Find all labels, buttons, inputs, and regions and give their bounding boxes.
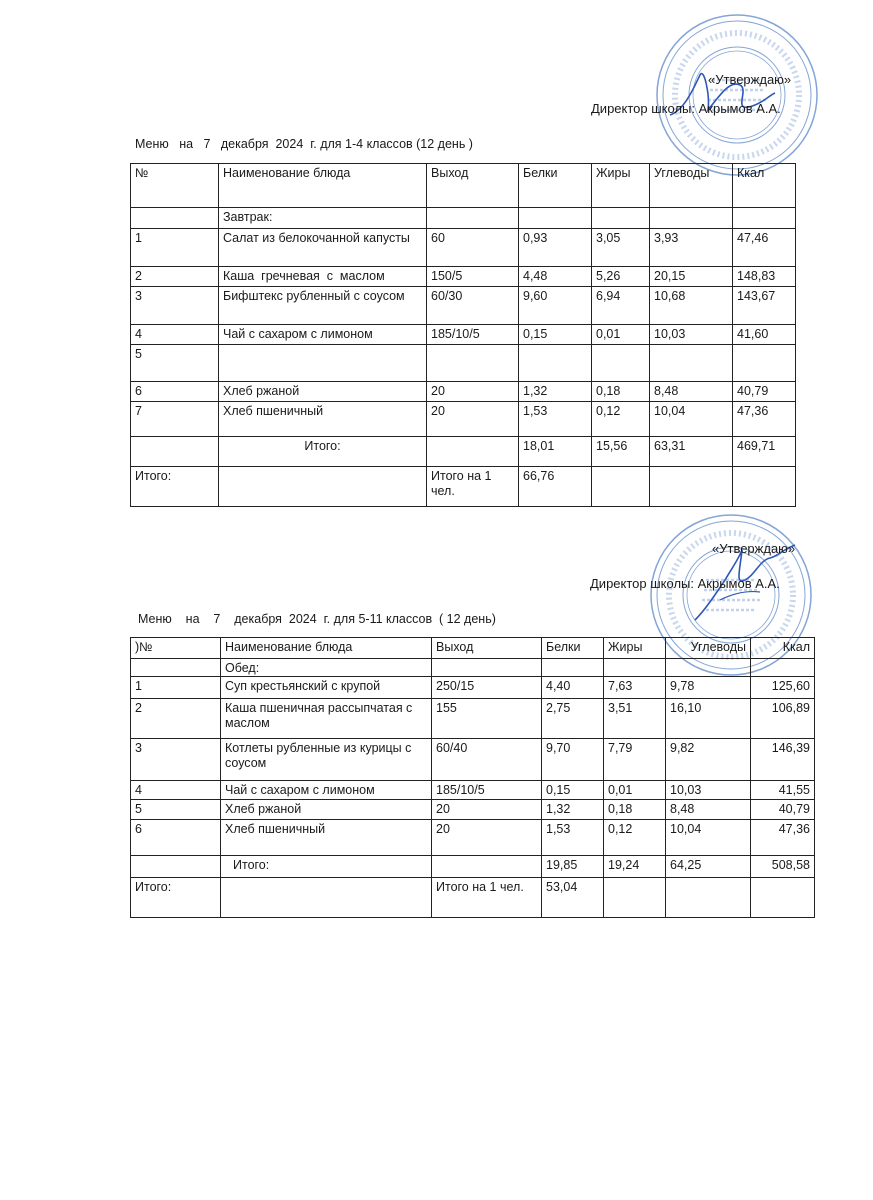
meal-row bbox=[131, 659, 815, 677]
table-row: 6 Хлеб ржаной 20 1,32 0,18 8,48 40,79 bbox=[131, 382, 796, 402]
subtotal-row: Итого: 18,01 15,56 63,31 469,71 bbox=[131, 437, 796, 467]
director-signature bbox=[660, 55, 780, 135]
header-cell: Жиры bbox=[592, 164, 650, 208]
meal-row bbox=[131, 208, 796, 229]
menu-title-secondary: Меню на 7 декабря 2024 г. для 5-11 классов ( 12 день) bbox=[138, 612, 496, 626]
header-cell: Наименование блюда bbox=[221, 638, 432, 659]
header-cell: № bbox=[131, 164, 219, 208]
header-cell: )№ bbox=[131, 638, 221, 659]
header-cell: Белки bbox=[542, 638, 604, 659]
header-cell: Углеводы bbox=[666, 638, 751, 659]
total-row: Итого: Итого на 1 чел. 53,04 bbox=[131, 878, 815, 918]
menu-table-secondary bbox=[130, 637, 815, 918]
table-row: 3 Котлеты рубленные из курицы с соусом 60/40 9,70 7,79 9,82 146,39 bbox=[131, 739, 815, 781]
header-cell: Белки bbox=[519, 164, 592, 208]
menu-title: Меню на 7 декабря 2024 г. для 1-4 классов (12 день ) bbox=[135, 137, 473, 151]
table-row: 7 Хлеб пшеничный 20 1,53 0,12 10,04 47,36 bbox=[131, 402, 796, 437]
table-header-row bbox=[131, 164, 796, 208]
table-header-row bbox=[131, 638, 815, 659]
meal-label: Обед: bbox=[221, 659, 432, 677]
approve-label-secondary: «Утверждаю» bbox=[712, 541, 796, 556]
table-row: 6 Хлеб пшеничный 20 1,53 0,12 10,04 47,36 bbox=[131, 820, 815, 856]
director-line-secondary: Директор школы: Акрымов А.А. bbox=[590, 576, 780, 591]
subtotal-row: Итого: 19,85 19,24 64,25 508,58 bbox=[131, 856, 815, 878]
director-line: Директор школы: Акрымов А.А. bbox=[591, 101, 781, 116]
subtotal-label: Итого: bbox=[219, 437, 427, 467]
header-cell: Наименование блюда bbox=[219, 164, 427, 208]
table-row: 3 Бифштекс рубленный с соусом 60/30 9,60 6,94 10,68 143,67 bbox=[131, 287, 796, 325]
header-cell: Ккал bbox=[751, 638, 815, 659]
table-row: 2 Каша пшеничная рассыпчатая с маслом 155 2,75 3,51 16,10 106,89 bbox=[131, 699, 815, 739]
header-cell: Выход bbox=[432, 638, 542, 659]
round-seal-stamp bbox=[652, 10, 822, 180]
table-row: 5 bbox=[131, 345, 796, 382]
total-row: Итого: Итого на 1 чел. 66,76 bbox=[131, 467, 796, 507]
table-row: 2 Каша гречневая с маслом 150/5 4,48 5,26 20,15 148,83 bbox=[131, 267, 796, 287]
table-row: 5 Хлеб ржаной 20 1,32 0,18 8,48 40,79 bbox=[131, 800, 815, 820]
subtotal-label: Итого: bbox=[221, 856, 432, 878]
meal-label: Завтрак: bbox=[219, 208, 427, 229]
header-cell: Ккал bbox=[733, 164, 796, 208]
table-row: 1 Суп крестьянский с крупой 250/15 4,40 7,63 9,78 125,60 bbox=[131, 677, 815, 699]
table-row: 1 Салат из белокочанной капусты 60 0,93 3,05 3,93 47,46 bbox=[131, 229, 796, 267]
table-row: 4 Чай с сахаром с лимоном 185/10/5 0,15 0,01 10,03 41,60 bbox=[131, 325, 796, 345]
header-cell: Жиры bbox=[604, 638, 666, 659]
header-cell: Углеводы bbox=[650, 164, 733, 208]
approve-label: «Утверждаю» bbox=[708, 72, 792, 87]
table-row: 4 Чай с сахаром с лимоном 185/10/5 0,15 0,01 10,03 41,55 bbox=[131, 781, 815, 800]
header-cell: Выход bbox=[427, 164, 519, 208]
menu-table-primary bbox=[130, 163, 796, 507]
